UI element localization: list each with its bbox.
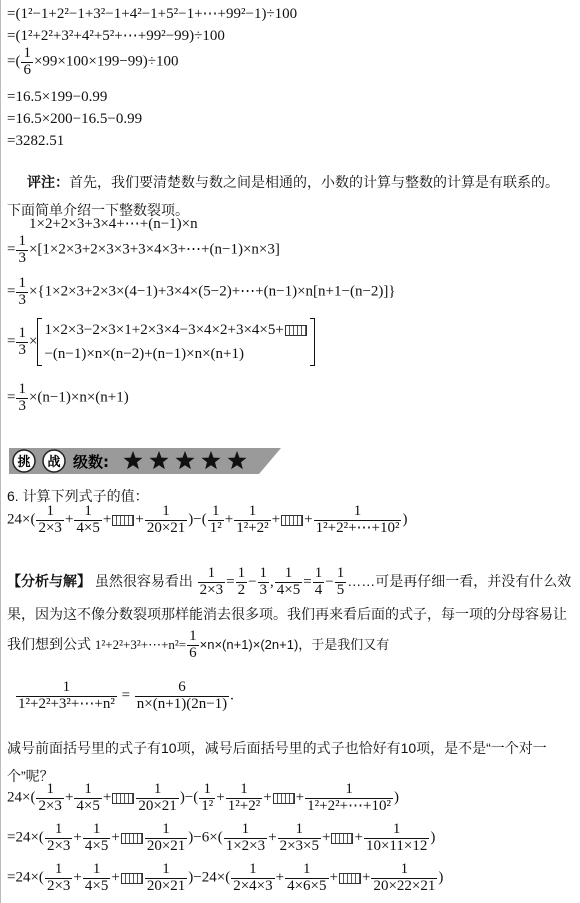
- comment-expr-4: = $\frac{1}{3}$ ×(n−1)×n×(n+1): [7, 381, 129, 414]
- analysis-equation: $\frac{1}{\text{1²+2²+3²+⋯+n²}}$ = $\frac{6}{n\times(n+1)(2n-1)}$ .: [18, 679, 234, 712]
- challenge-char: 战: [47, 455, 61, 470]
- comment-expr-3: = $\frac{1}{3}$ × 1×2×3−2×3×1+2×3×4−3×4×2+3×4×5+ −(n−1)×n×(n−2)+(n−1)×n×(n+1): [7, 318, 315, 366]
- final-row-1: 24×( $\frac{1}{2\times 3}$ + $\frac{1}{4\times 5}$ + $\frac{1}{20\times 21}$ )−( $\frac{1}{\text{1²}}$ + $\frac{1}{\text{1²+2²}}$ + + $\frac{1}{\text{1²+2²+⋯+10²}}$ ): [7, 781, 400, 814]
- calc-line-6: =3282.51: [7, 133, 65, 149]
- level-label: 级数:: [73, 453, 109, 471]
- calc-line-4: =16.5×199−0.99: [7, 89, 108, 105]
- problem-title: 6. 计算下列式子的值：: [7, 488, 149, 504]
- comment-label: 评注：: [27, 174, 69, 190]
- final-row-2: =24×( $\frac{1}{2\times 3}$ + $\frac{1}{4\times 5}$ + $\frac{1}{20\times 21}$ )−6×( $\frac{1}{1\times 2\times 3}$ + $\frac{1}{2\times 3\times 5}$ + + $\frac{1}{10\times 11\times 12}$ ): [7, 821, 436, 854]
- calc-line-2: =(1²+2²+3²+4²+5²+⋯+99²−99)÷100: [7, 28, 225, 44]
- comment-text: 首先，我们要清楚数与数之间是相通的，小数的计算与整数的计算是有联系的。下面简单介绍一下整数裂项。: [7, 174, 559, 218]
- calc-line-1: =(1²−1+2²−1+3²−1+4²−1+5²−1+⋯+99²−1)÷100: [7, 6, 298, 22]
- challenge-char: 挑: [17, 455, 31, 470]
- comment-expr-1: = $\frac{1}{3}$ ×[1×2×3+2×3×3+3×4×3+⋯+(n−1)×n×3]: [7, 233, 280, 266]
- analysis-paragraph-2: 减号前面括号里的式子有10项，减号后面括号里的式子也恰好有10项，是不是“一个对一个”呢？: [7, 740, 547, 784]
- challenge-level-banner: [9, 446, 281, 476]
- calc-line-5: =16.5×200−16.5−0.99: [7, 111, 143, 127]
- problem-expression: 24×( $\frac{1}{2\times 3}$ + $\frac{1}{4\times 5}$ + + $\frac{1}{20\times 21}$ )−( $\frac{1}{\text{1²}}$ + $\frac{1}{\text{1²+2²}}$ + + $\frac{1}{\text{1²+2²+⋯+10²}}$ ): [7, 503, 408, 536]
- calc-line-3: =( $\frac{1}{6}$ ×99×100×199−99)÷100: [7, 45, 179, 78]
- comment-expr-0: 1×2+2×3+3×4+⋯+(n−1)×n: [29, 216, 198, 232]
- analysis-paragraph: 【分析与解】 虽然很容易看出 $\frac{1}{2\times 3}$ = $\frac{1}{2}$ − $\frac{1}{3}$ , $\frac{1}{4\times 5}$ = $\frac{1}{4}$ − $\frac{1}{5}$ ……可是再仔细一看，并没有什么效果，因为这不像分数裂项那样能消去很多项。我们再来看后面的式子，每一项的分母容易让我们想到公式 1²+2²+3²+⋯+n²= $\frac{1}{6}$ ×n×(n+1)×(2n+1)，于是我们又有: [7, 565, 572, 661]
- fraction: $\frac{1}{6}$: [23, 45, 31, 78]
- comment-expr-2: = $\frac{1}{3}$ ×{1×2×3+2×3×(4−1)+3×4×(5−2)+⋯+(n−1)×n[n+1−(n−2)]}: [7, 275, 396, 308]
- final-row-3: =24×( $\frac{1}{2\times 3}$ + $\frac{1}{4\times 5}$ + $\frac{1}{20\times 21}$ )−24×( $\frac{1}{2\times 4\times 3}$ + $\frac{1}{4\times 6\times 5}$ + + $\frac{1}{20\times 22\times 21}$ ): [7, 861, 444, 894]
- analysis-label: 【分析与解】: [7, 573, 91, 589]
- bracket-matrix: 1×2×3−2×3×1+2×3×4−3×4×2+3×4×5+ −(n−1)×n×(n−2)+(n−1)×n×(n+1): [37, 318, 314, 366]
